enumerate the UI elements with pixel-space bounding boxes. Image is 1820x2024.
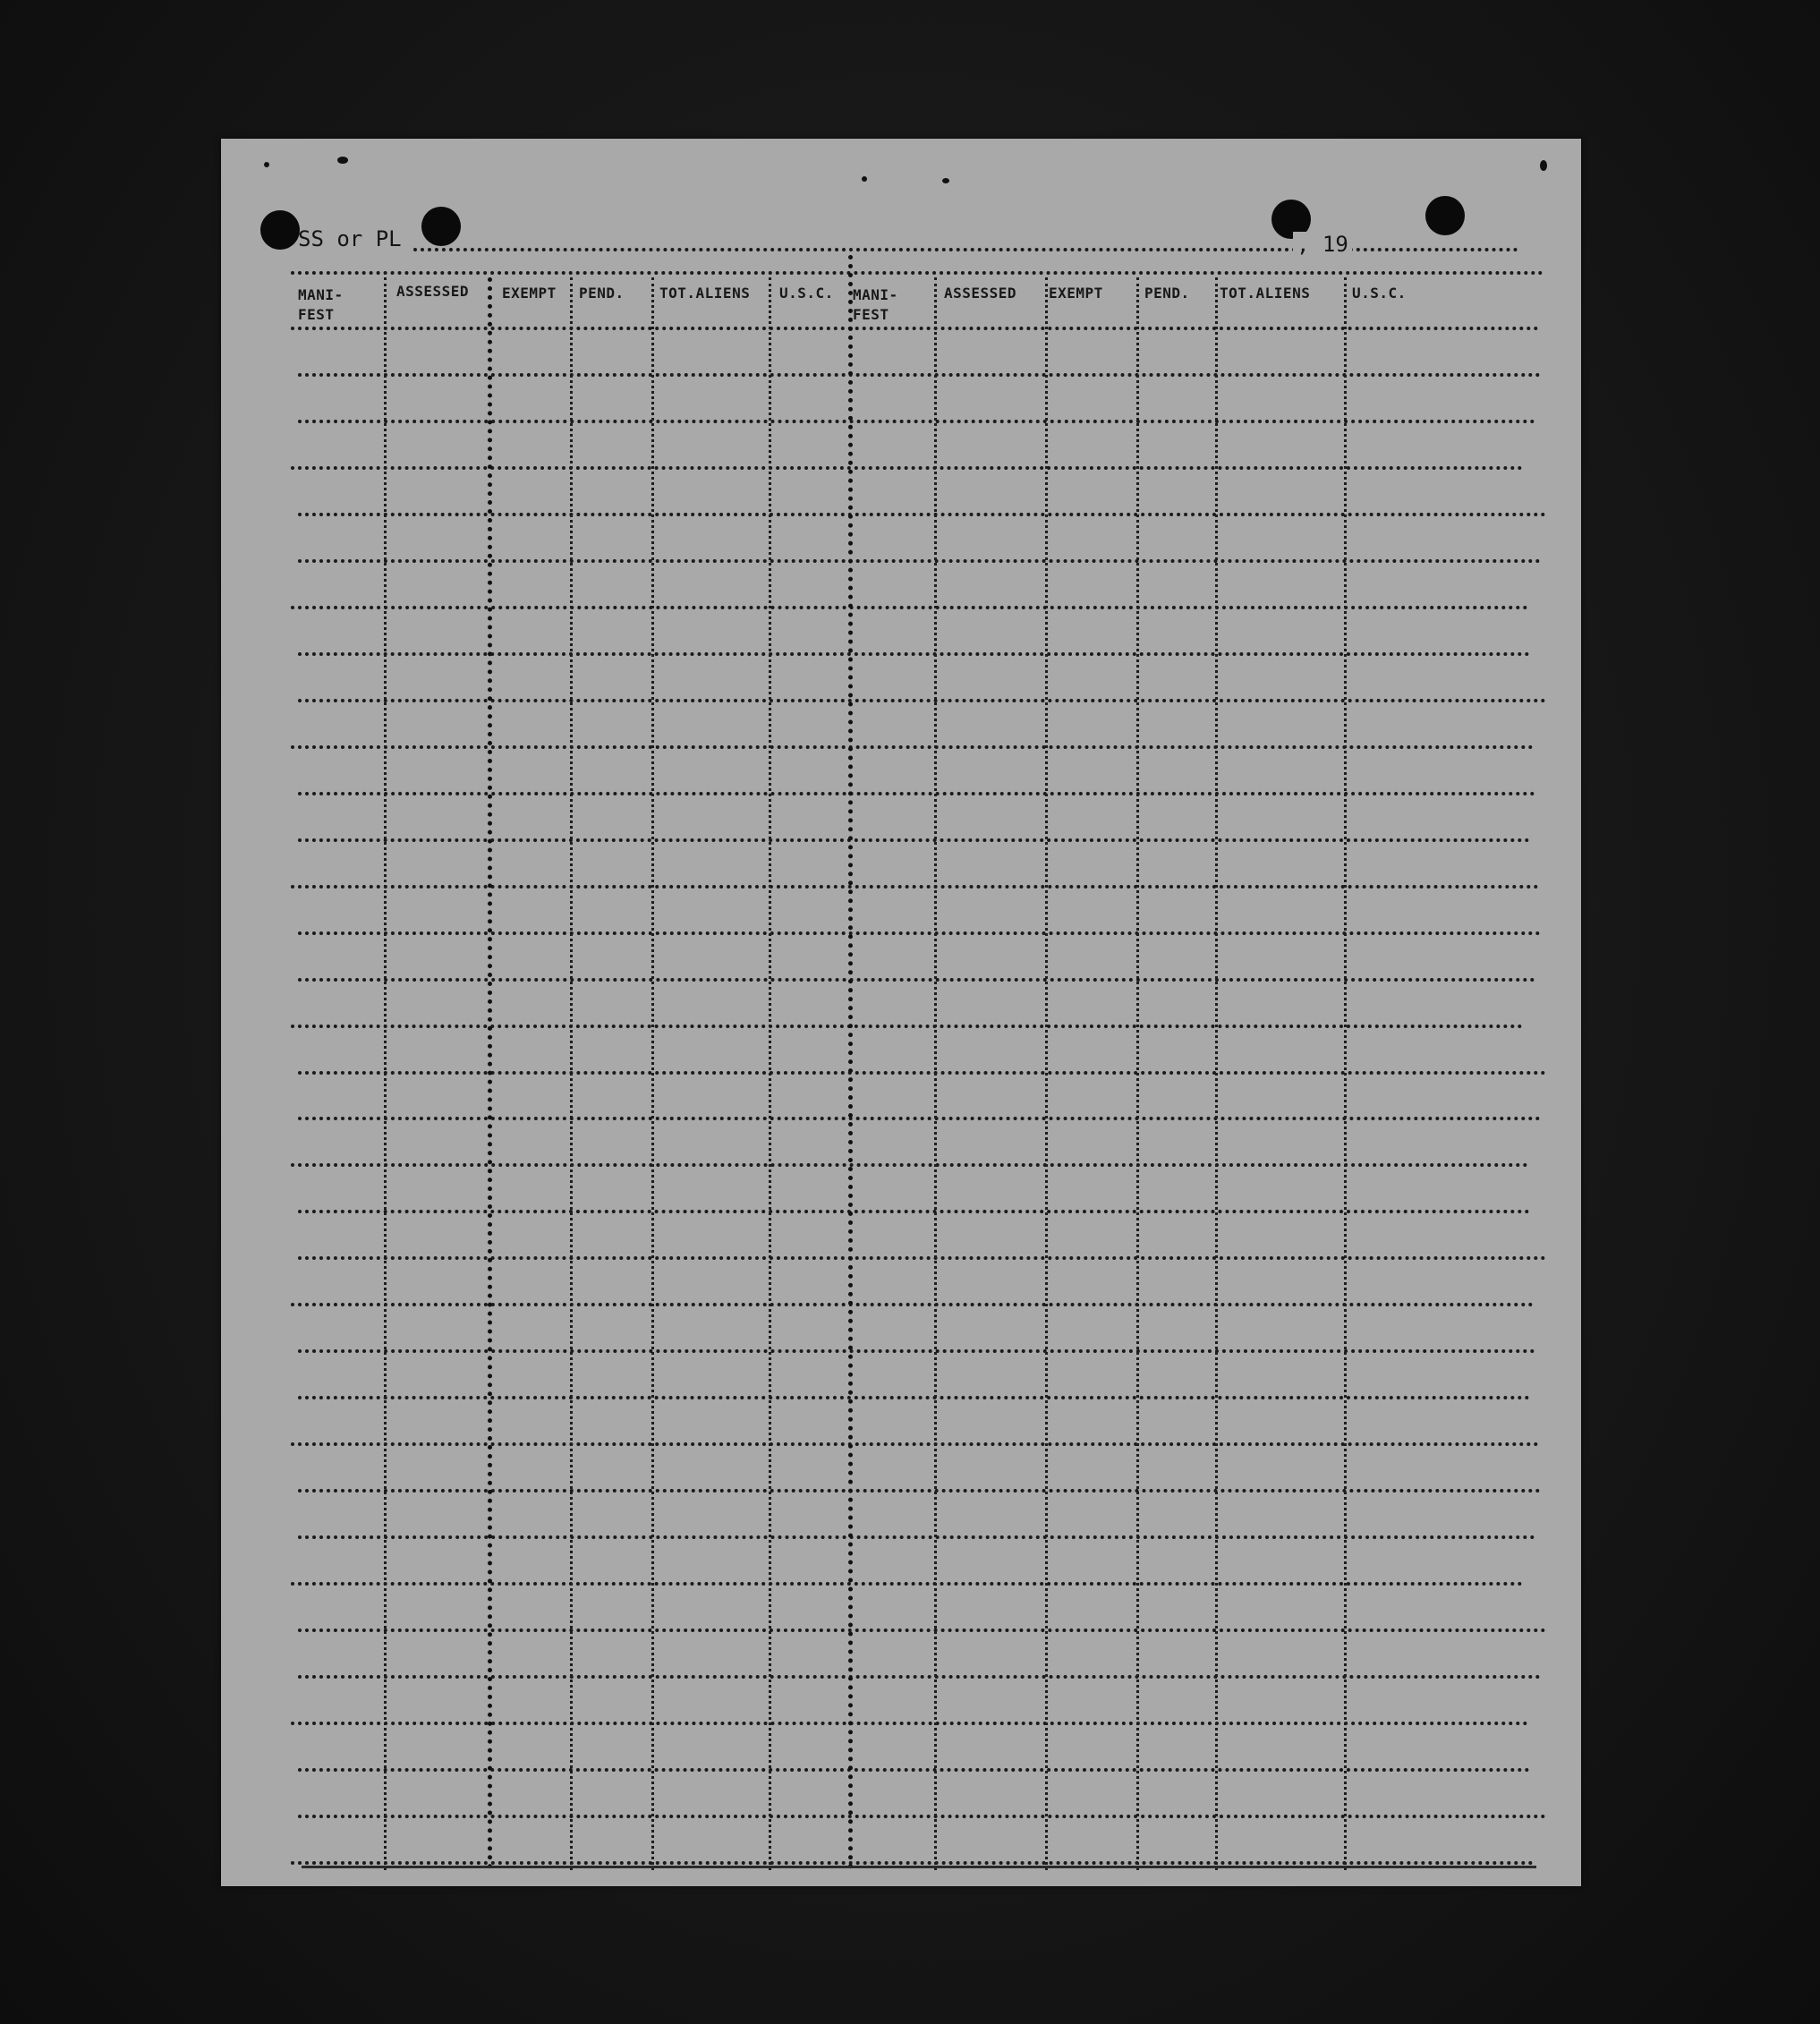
grid-row-line	[291, 1582, 1523, 1586]
grid-column-line	[488, 277, 492, 1870]
punch-hole-left-2	[421, 207, 461, 246]
grid-column-line	[848, 255, 853, 1870]
header-fill-line-left	[413, 248, 1518, 251]
col-head-usc-left: U.S.C.	[779, 285, 834, 302]
col-head-exempt-left: EXEMPT	[502, 285, 557, 302]
scan-speck	[1540, 160, 1547, 171]
grid-column-line	[769, 277, 771, 1870]
scan-speck	[942, 178, 949, 183]
grid-row-line	[291, 466, 1523, 470]
grid-row-line	[291, 1303, 1534, 1306]
grid-row-line	[298, 373, 1541, 377]
grid-row-line	[291, 745, 1534, 749]
col-head-tot-aliens-left: TOT.ALIENS	[659, 285, 751, 302]
col-head-manifest-right: MANI- FEST	[853, 286, 898, 323]
col-head-tot-aliens-right: TOT.ALIENS	[1220, 285, 1311, 302]
grid-column-line	[1136, 277, 1139, 1870]
grid-row-line	[291, 1722, 1528, 1725]
scan-speck	[264, 162, 269, 167]
punch-hole-left-1	[260, 210, 300, 250]
grid-row-line	[291, 1025, 1523, 1028]
grid-row-line	[291, 1442, 1539, 1446]
scan-speck	[862, 176, 867, 182]
header-year-prefix: , 19	[1293, 232, 1352, 257]
punch-hole-right-2	[1425, 196, 1465, 235]
grid-row-line	[298, 792, 1535, 795]
grid-row-line	[291, 606, 1528, 609]
col-head-exempt-right: EXEMPT	[1049, 285, 1103, 302]
col-head-pend-left: PEND.	[579, 285, 625, 302]
col-head-pend-right: PEND.	[1144, 285, 1190, 302]
col-head-usc-right: U.S.C.	[1352, 285, 1407, 302]
grid-row-line	[291, 1163, 1528, 1167]
grid-column-line	[1344, 277, 1347, 1870]
grid-column-line	[570, 277, 573, 1870]
col-head-assessed-left: ASSESSED	[396, 283, 470, 300]
grid-row-line	[298, 1535, 1535, 1539]
grid-row-line	[298, 1675, 1541, 1679]
col-head-manifest-left: MANI- FEST	[298, 286, 344, 323]
grid-row-line	[298, 559, 1541, 563]
grid-row-line	[291, 885, 1539, 889]
grid-row-line	[298, 1349, 1535, 1353]
grid-row-line	[291, 327, 1539, 330]
header-title-fragment: SS or PL	[298, 226, 402, 251]
grid-row-line	[298, 699, 1546, 702]
grid-column-line	[1215, 277, 1218, 1870]
scan-speck	[337, 157, 348, 164]
grid-column-line	[384, 277, 387, 1870]
grid-row-line	[298, 1489, 1541, 1492]
table-bottom-rule	[302, 1866, 1536, 1868]
grid-column-line	[1045, 277, 1048, 1870]
grid-column-line	[934, 277, 937, 1870]
grid-row-line	[298, 420, 1535, 423]
table-top-rule	[291, 271, 1544, 275]
grid-column-line	[651, 277, 654, 1870]
grid-row-line	[298, 1815, 1546, 1818]
ledger-sheet	[221, 139, 1581, 1886]
grid-row-line	[298, 1629, 1546, 1632]
grid-row-line	[298, 931, 1541, 935]
grid-row-line	[298, 1256, 1546, 1260]
grid-row-line	[298, 513, 1546, 516]
col-head-assessed-right: ASSESSED	[944, 285, 1017, 302]
grid-row-line	[291, 1861, 1534, 1865]
grid-row-line	[298, 978, 1535, 982]
grid-row-line	[298, 1071, 1546, 1075]
grid-row-line	[298, 1117, 1541, 1120]
